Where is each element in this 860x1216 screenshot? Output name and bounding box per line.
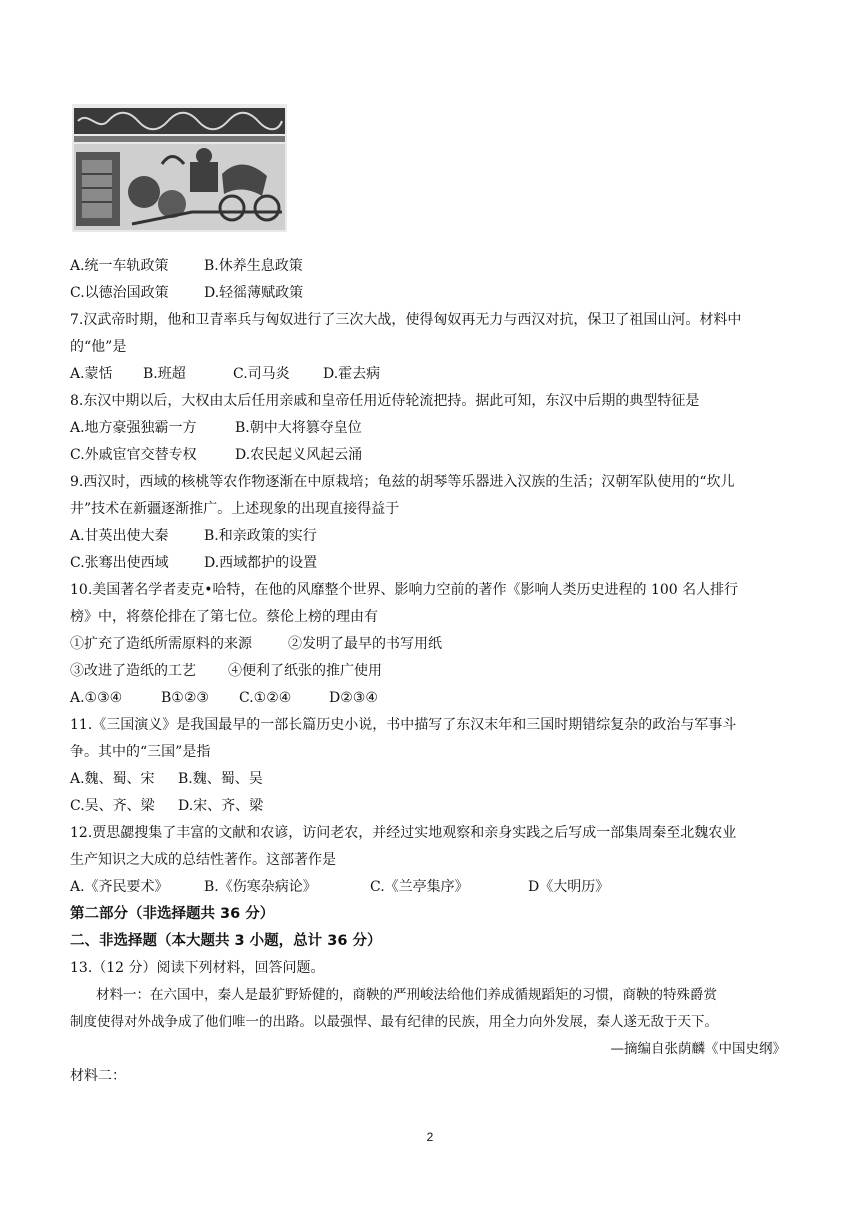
q9-option-c: C.张骞出使西域 <box>70 555 169 571</box>
q9-options-row2 <box>70 554 317 572</box>
q6-option-b: B.休养生息政策 <box>204 258 303 274</box>
q13-material1-line2: 制度使得对外战争成了他们唯一的出路。以最强悍、最有纪律的民族，用全力向外发展，秦人遂无敌于天下。 <box>70 1014 718 1030</box>
q6-options-row1 <box>70 257 303 275</box>
q6-option-a: A.统一车轨政策 <box>70 258 169 274</box>
q11-options-row2 <box>70 797 263 815</box>
q10-options <box>70 689 378 707</box>
q7-stem-line2: 的“他”是 <box>70 339 127 355</box>
q9-options-row1 <box>70 527 317 545</box>
q11-option-d: D.宋、齐、梁 <box>178 798 264 814</box>
q9-option-b: B.和亲政策的实行 <box>204 528 317 544</box>
q9-stem-line1: 9.西汉时，西域的核桃等农作物逐渐在中原栽培；龟兹的胡琴等乐器进入汉族的生活；汉朝军队使用的“坎儿 <box>70 474 735 490</box>
q7-option-b: B.班超 <box>143 366 186 382</box>
q11-option-b: B.魏、蜀、吴 <box>178 771 263 787</box>
q6-option-c: C.以德治国政策 <box>70 285 169 301</box>
q8-option-a: A.地方豪强独霸一方 <box>70 420 197 436</box>
q7-option-a: A.蒙恬 <box>70 366 113 382</box>
q8-option-c: C.外戚宦官交替专权 <box>70 447 197 463</box>
q10-option-b: B①②③ <box>161 690 209 706</box>
q11-stem-line1: 11.《三国演义》是我国最早的一部长篇历史小说，书中描写了东汉末年和三国时期错综复杂的政治与军事斗 <box>70 717 737 733</box>
q11-options-row1 <box>70 770 263 788</box>
q12-option-b: B.《伤寒杂病论》 <box>204 879 317 895</box>
q8-options-row2 <box>70 446 362 464</box>
q10-statement-3: ③改进了造纸的工艺 <box>70 663 196 679</box>
q10-option-c: C.①②④ <box>239 690 292 706</box>
q11-option-a: A.魏、蜀、宋 <box>70 771 155 787</box>
q11-stem-line2: 争。其中的“三国”是指 <box>70 744 211 760</box>
q13-material1-line1: 材料一：在六国中，秦人是最犷野矫健的，商鞅的严刑峻法给他们养成循规蹈矩的习惯，商鞅的特殊爵赏 <box>96 987 717 1003</box>
q8-stem: 8.东汉中期以后，大权由太后任用亲戚和皇帝任用近侍轮流把持。据此可知，东汉中后期的典型特征是 <box>70 393 700 409</box>
q8-option-b: B.朝中大将篡夺皇位 <box>235 420 362 436</box>
q10-statement-4: ④便利了纸张的推广使用 <box>228 663 382 679</box>
part2-title: 第二部分（非选择题共 36 分） <box>70 906 275 922</box>
q9-option-a: A.甘英出使大秦 <box>70 528 169 544</box>
section2-heading: 二、非选择题（本大题共 3 小题，总计 36 分） <box>70 933 382 949</box>
han-relief-image <box>72 104 287 232</box>
q12-option-c: C.《兰亭集序》 <box>370 879 469 895</box>
q9-option-d: D.西域都护的设置 <box>204 555 318 571</box>
q11-option-c: C.吴、齐、梁 <box>70 798 155 814</box>
q12-option-a: A.《齐民要术》 <box>70 879 169 895</box>
q10-option-a: A.①③④ <box>70 690 123 706</box>
q13-material1-source: —摘编自张荫麟《中国史纲》 <box>610 1041 786 1057</box>
q13-material2-label: 材料二： <box>70 1068 126 1084</box>
q10-statements-row1 <box>70 635 442 653</box>
q12-options <box>70 878 609 896</box>
q7-stem-line1: 7.汉武帝时期，他和卫青率兵与匈奴进行了三次大战，使得匈奴再无力与西汉对抗，保卫了祖国山河。材料中 <box>70 312 742 328</box>
q10-stem-line2: 榜》中，将蔡伦排在了第七位。蔡伦上榜的理由有 <box>70 609 378 625</box>
q10-statement-2: ②发明了最早的书写用纸 <box>288 636 442 652</box>
q12-stem-line1: 12.贾思勰搜集了丰富的文献和农谚，访问老农，并经过实地观察和亲身实践之后写成一部集周秦至北魏农业 <box>70 825 737 841</box>
q8-option-d: D.农民起义风起云涌 <box>235 447 363 463</box>
page-number: 2 <box>426 1130 434 1144</box>
q12-option-d: D《大明历》 <box>528 879 610 895</box>
q9-stem-line2: 井”技术在新疆逐渐推广。上述现象的出现直接得益于 <box>70 501 400 517</box>
q10-option-d: D②③④ <box>329 690 378 706</box>
q12-stem-line2: 生产知识之大成的总结性著作。这部著作是 <box>70 852 336 868</box>
q6-options-row2 <box>70 284 303 302</box>
q10-stem-line1: 10.美国著名学者麦克•哈特，在他的风靡整个世界、影响力空前的著作《影响人类历史进程的 100 名人排行 <box>70 582 739 598</box>
q7-options <box>70 365 380 383</box>
q7-option-d: D.霍去病 <box>323 366 381 382</box>
q7-option-c: C.司马炎 <box>233 366 290 382</box>
q8-options-row1 <box>70 419 362 437</box>
q13-stem: 13.（12 分）阅读下列材料，回答问题。 <box>70 960 325 976</box>
q10-statements-row2 <box>70 662 382 680</box>
q10-statement-1: ①扩充了造纸所需原料的来源 <box>70 636 252 652</box>
q6-option-d: D.轻徭薄赋政策 <box>204 285 304 301</box>
